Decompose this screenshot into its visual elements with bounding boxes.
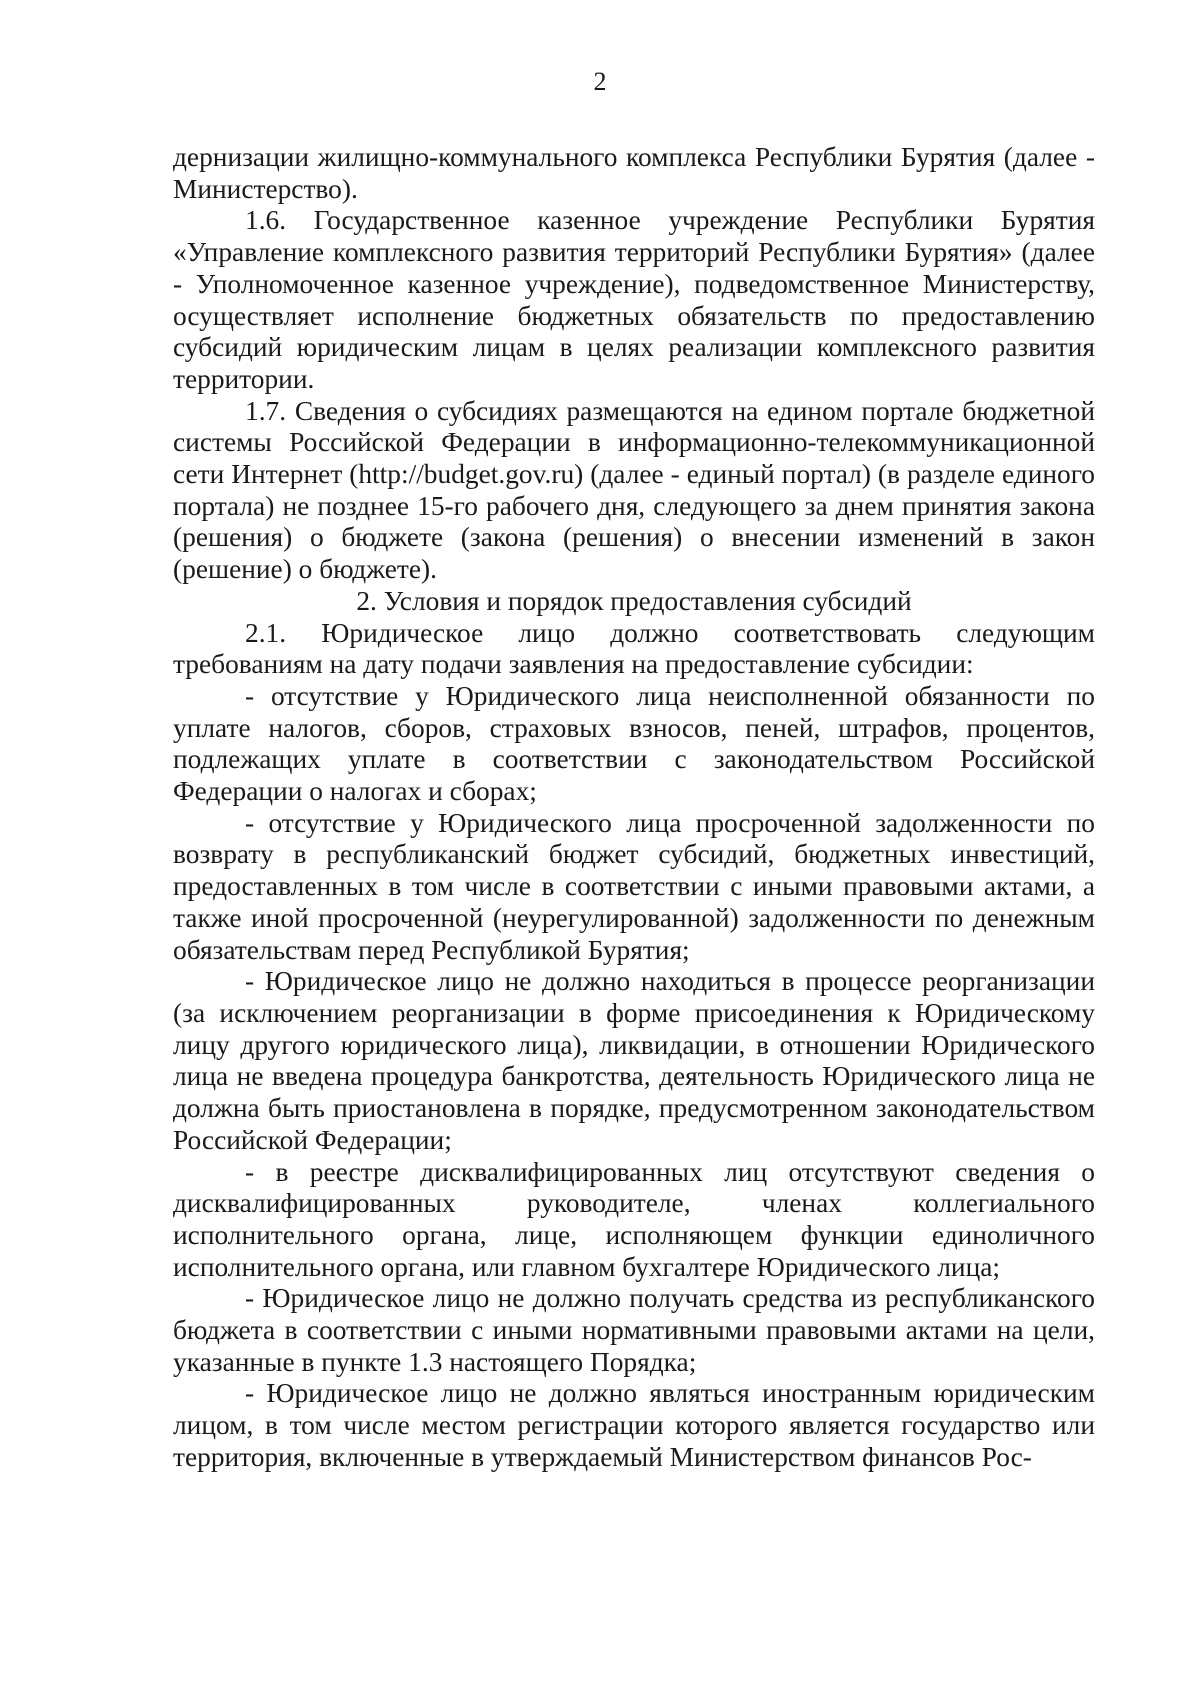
paragraph-continuation: дернизации жилищно-коммунального комплекса Республики Бурятия (далее - Министерство).	[173, 142, 1095, 204]
requirement-reorganization: - Юридическое лицо не должно находиться в процессе реорганизации (за исключением реорганизации в форме присоединения к Юридическому лицу другого юридического лица), ликвидации, в отношении Юридического лица не введена процедура банкротства, деятельность Юридического лица не должна быть приостановлена в порядке, предусмотренном законодательством Российской Федерации;	[173, 966, 1095, 1155]
section-heading: 2. Условия и порядок предоставления субсидий	[356, 585, 912, 616]
paragraph-2-1: 2.1. Юридическое лицо должно соответствовать следующим требованиям на дату подачи заявления на предоставление субсидии:	[173, 617, 1095, 680]
requirement-funds: - Юридическое лицо не должно получать средства из республиканского бюджета в соответствии с иными нормативными правовыми актами на цели, указанные в пункте 1.3 настоящего Порядка;	[173, 1283, 1095, 1377]
requirement-taxes: - отсутствие у Юридического лица неисполненной обязанности по уплате налогов, сборов, страховых взносов, пеней, штрафов, процентов, подлежащих уплате в соответствии с законодательством Российской Федерации о налогах и сборах;	[173, 680, 1095, 807]
document-body	[173, 142, 1095, 1474]
requirement-disqualified: - в реестре дисквалифицированных лиц отсутствуют сведения о дисквалифицированных руководителе, членах коллегиального исполнительного органа, лице, исполняющем функции единоличного исполнительного органа, или главном бухгалтере Юридического лица;	[173, 1156, 1095, 1282]
paragraph-1-7: 1.7. Сведения о субсидиях размещаются на едином портале бюджетной системы Российской Федерации в информационно-телекоммуникационной сети Интернет (http://budget.gov.ru) (далее - единый портал) (в разделе единого портала) не позднее 15-го рабочего дня, следующего за днем принятия закона (решения) о бюджете (закона (решения) о внесении изменений в закон (решение) о бюджете).	[173, 395, 1095, 585]
page-number: 2	[593, 67, 607, 96]
requirement-debt: - отсутствие у Юридического лица просроченной задолженности по возврату в республиканский бюджет субсидий, бюджетных инвестиций, предоставленных в том числе в соответствии с иными правовыми актами, а также иной просроченной (неурегулированной) задолженности по денежным обязательствам перед Республикой Бурятия;	[173, 807, 1095, 965]
paragraph-1-6: 1.6. Государственное казенное учреждение Республики Бурятия «Управление комплексного развития территорий Республики Бурятия» (далее - Уполномоченное казенное учреждение), подведомственное Министерству, осуществляет исполнение бюджетных обязательств по предоставлению субсидий юридическим лицам в целях реализации комплексного развития территории.	[173, 205, 1095, 394]
requirement-foreign: - Юридическое лицо не должно являться иностранным юридическим лицом, в том числе местом регистрации которого является государство или территория, включенные в утверждаемый Министерством финансов Рос-	[173, 1378, 1095, 1472]
